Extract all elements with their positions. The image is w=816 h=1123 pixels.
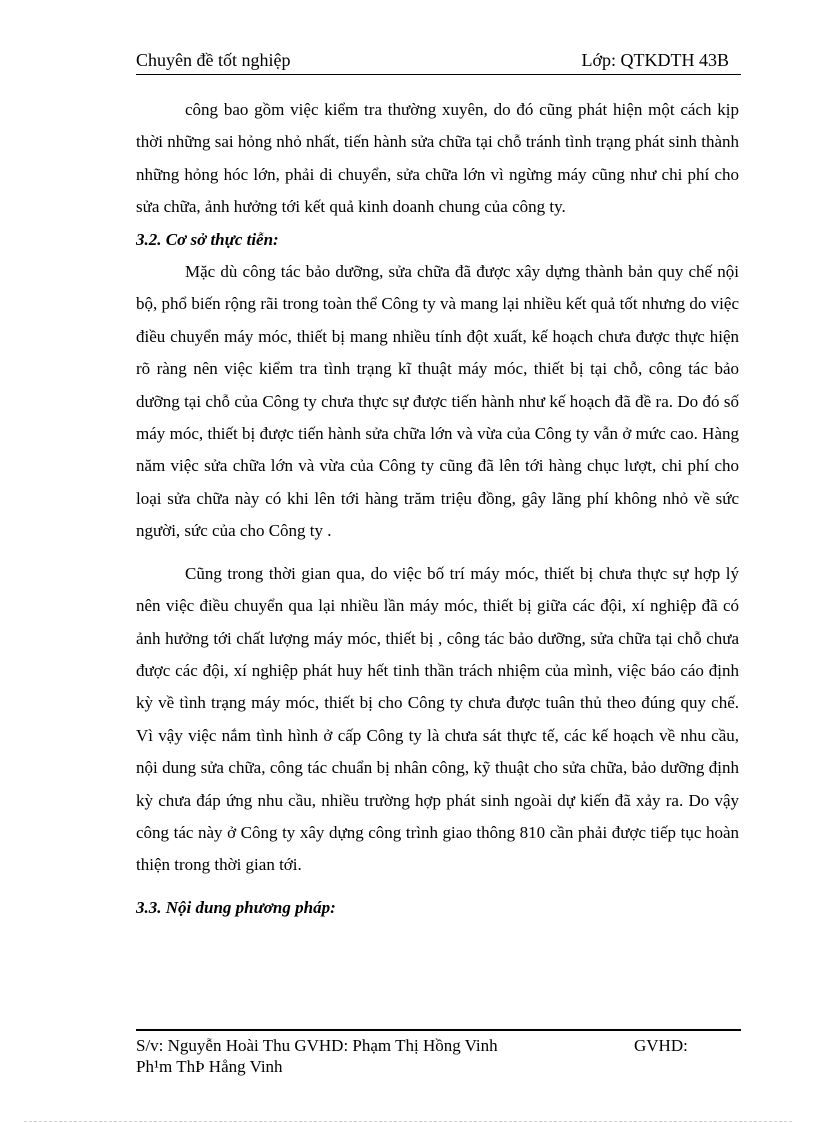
header-class: Lớp: QTKDTH 43B <box>581 50 729 70</box>
header-title: Chuyên đề tốt nghiệp <box>136 50 291 70</box>
footer-advisor-label: GVHD: <box>634 1036 688 1055</box>
footer-student: S/v: Nguyễn Hoài Thu GVHD: Phạm Thị Hồng Vinh <box>136 1036 498 1055</box>
paragraph-2: Mặc dù công tác bảo dưỡng, sửa chữa đã được xây dựng thành bản quy chế nội bộ, phổ biến rộng rãi trong toàn thể Công ty và mang lại nhiều kết quả tốt nhưng do việc điều chuyển máy móc, thiết bị mang nhiều tính đột xuất, kế hoạch chưa được thực hiện rõ ràng nên việc kiểm tra tình trạng kĩ thuật máy móc, thiết bị tại chỗ, công tác bảo dưỡng tại chỗ của Công ty chưa thực sự được tiến hành như kế hoạch đã đề ra. Do đó số máy móc, thiết bị được tiến hành sửa chữa lớn và vừa của Công ty vẫn ở mức cao. Hàng năm việc sửa chữa lớn và vừa của Công ty cũng đã lên tới hàng chục lượt, chi phí cho loại sửa chữa này có khi lên tới hàng trăm triệu đồng, gây lãng phí không nhỏ về sức người, sức của cho Công ty . <box>136 262 739 541</box>
footer-divider <box>136 1029 741 1031</box>
paragraph-spacer <box>136 882 739 892</box>
paragraph-spacer <box>136 548 739 558</box>
section-heading-3-3: 3.3. Nội dung phương pháp: <box>136 897 336 917</box>
paragraph-3: Cũng trong thời gian qua, do việc bố trí máy móc, thiết bị chưa thực sự hợp lý nên việc điều chuyển qua lại nhiều lần máy móc, thiết bị giữa các đội, xí nghiệp đã có ảnh hưởng tới chất lượng máy móc, thiết bị , công tác bảo dưỡng, sửa chữa tại chỗ chưa được các đội, xí nghiệp phát huy hết tinh thần trách nhiệm của mình, việc báo cáo định kỳ về tình trạng máy móc, thiết bị cho Công ty chưa được tuân thủ theo đúng quy chế. Vì vậy việc nắm tình hình ở cấp Công ty là chưa sát thực tế, các kế hoạch về nhu cầu, nội dung sửa chữa, công tác chuẩn bị nhân công, kỹ thuật cho sửa chữa, bảo dưỡng định kỳ chưa đáp ứng nhu cầu, nhiều trường hợp phát sinh ngoài dự kiến đã xảy ra. Do vậy công tác này ở Công ty xây dựng công trình giao thông 810 cần phải được tiếp tục hoàn thiện trong thời gian tới. <box>136 563 739 875</box>
paragraph-1: công bao gồm việc kiểm tra thường xuyên, do đó cũng phát hiện một cách kịp thời những sai hỏng nhỏ nhất, tiến hành sửa chữa tại chỗ tránh tình trạng phát sinh thành những hỏng hóc lớn, phải di chuyển, sửa chữa lớn vì ngừng máy cũng như chi phí cho sửa chữa, ảnh hưởng tới kết quả kinh doanh chung của công ty. <box>136 100 739 217</box>
section-heading-3-2: 3.2. Cơ sở thực tiễn: <box>136 229 279 249</box>
footer-advisor-name: Ph¹m ThÞ Hång Vinh <box>136 1057 283 1076</box>
page-content <box>136 94 739 924</box>
page-header <box>136 50 741 75</box>
page-edge <box>24 1121 792 1122</box>
